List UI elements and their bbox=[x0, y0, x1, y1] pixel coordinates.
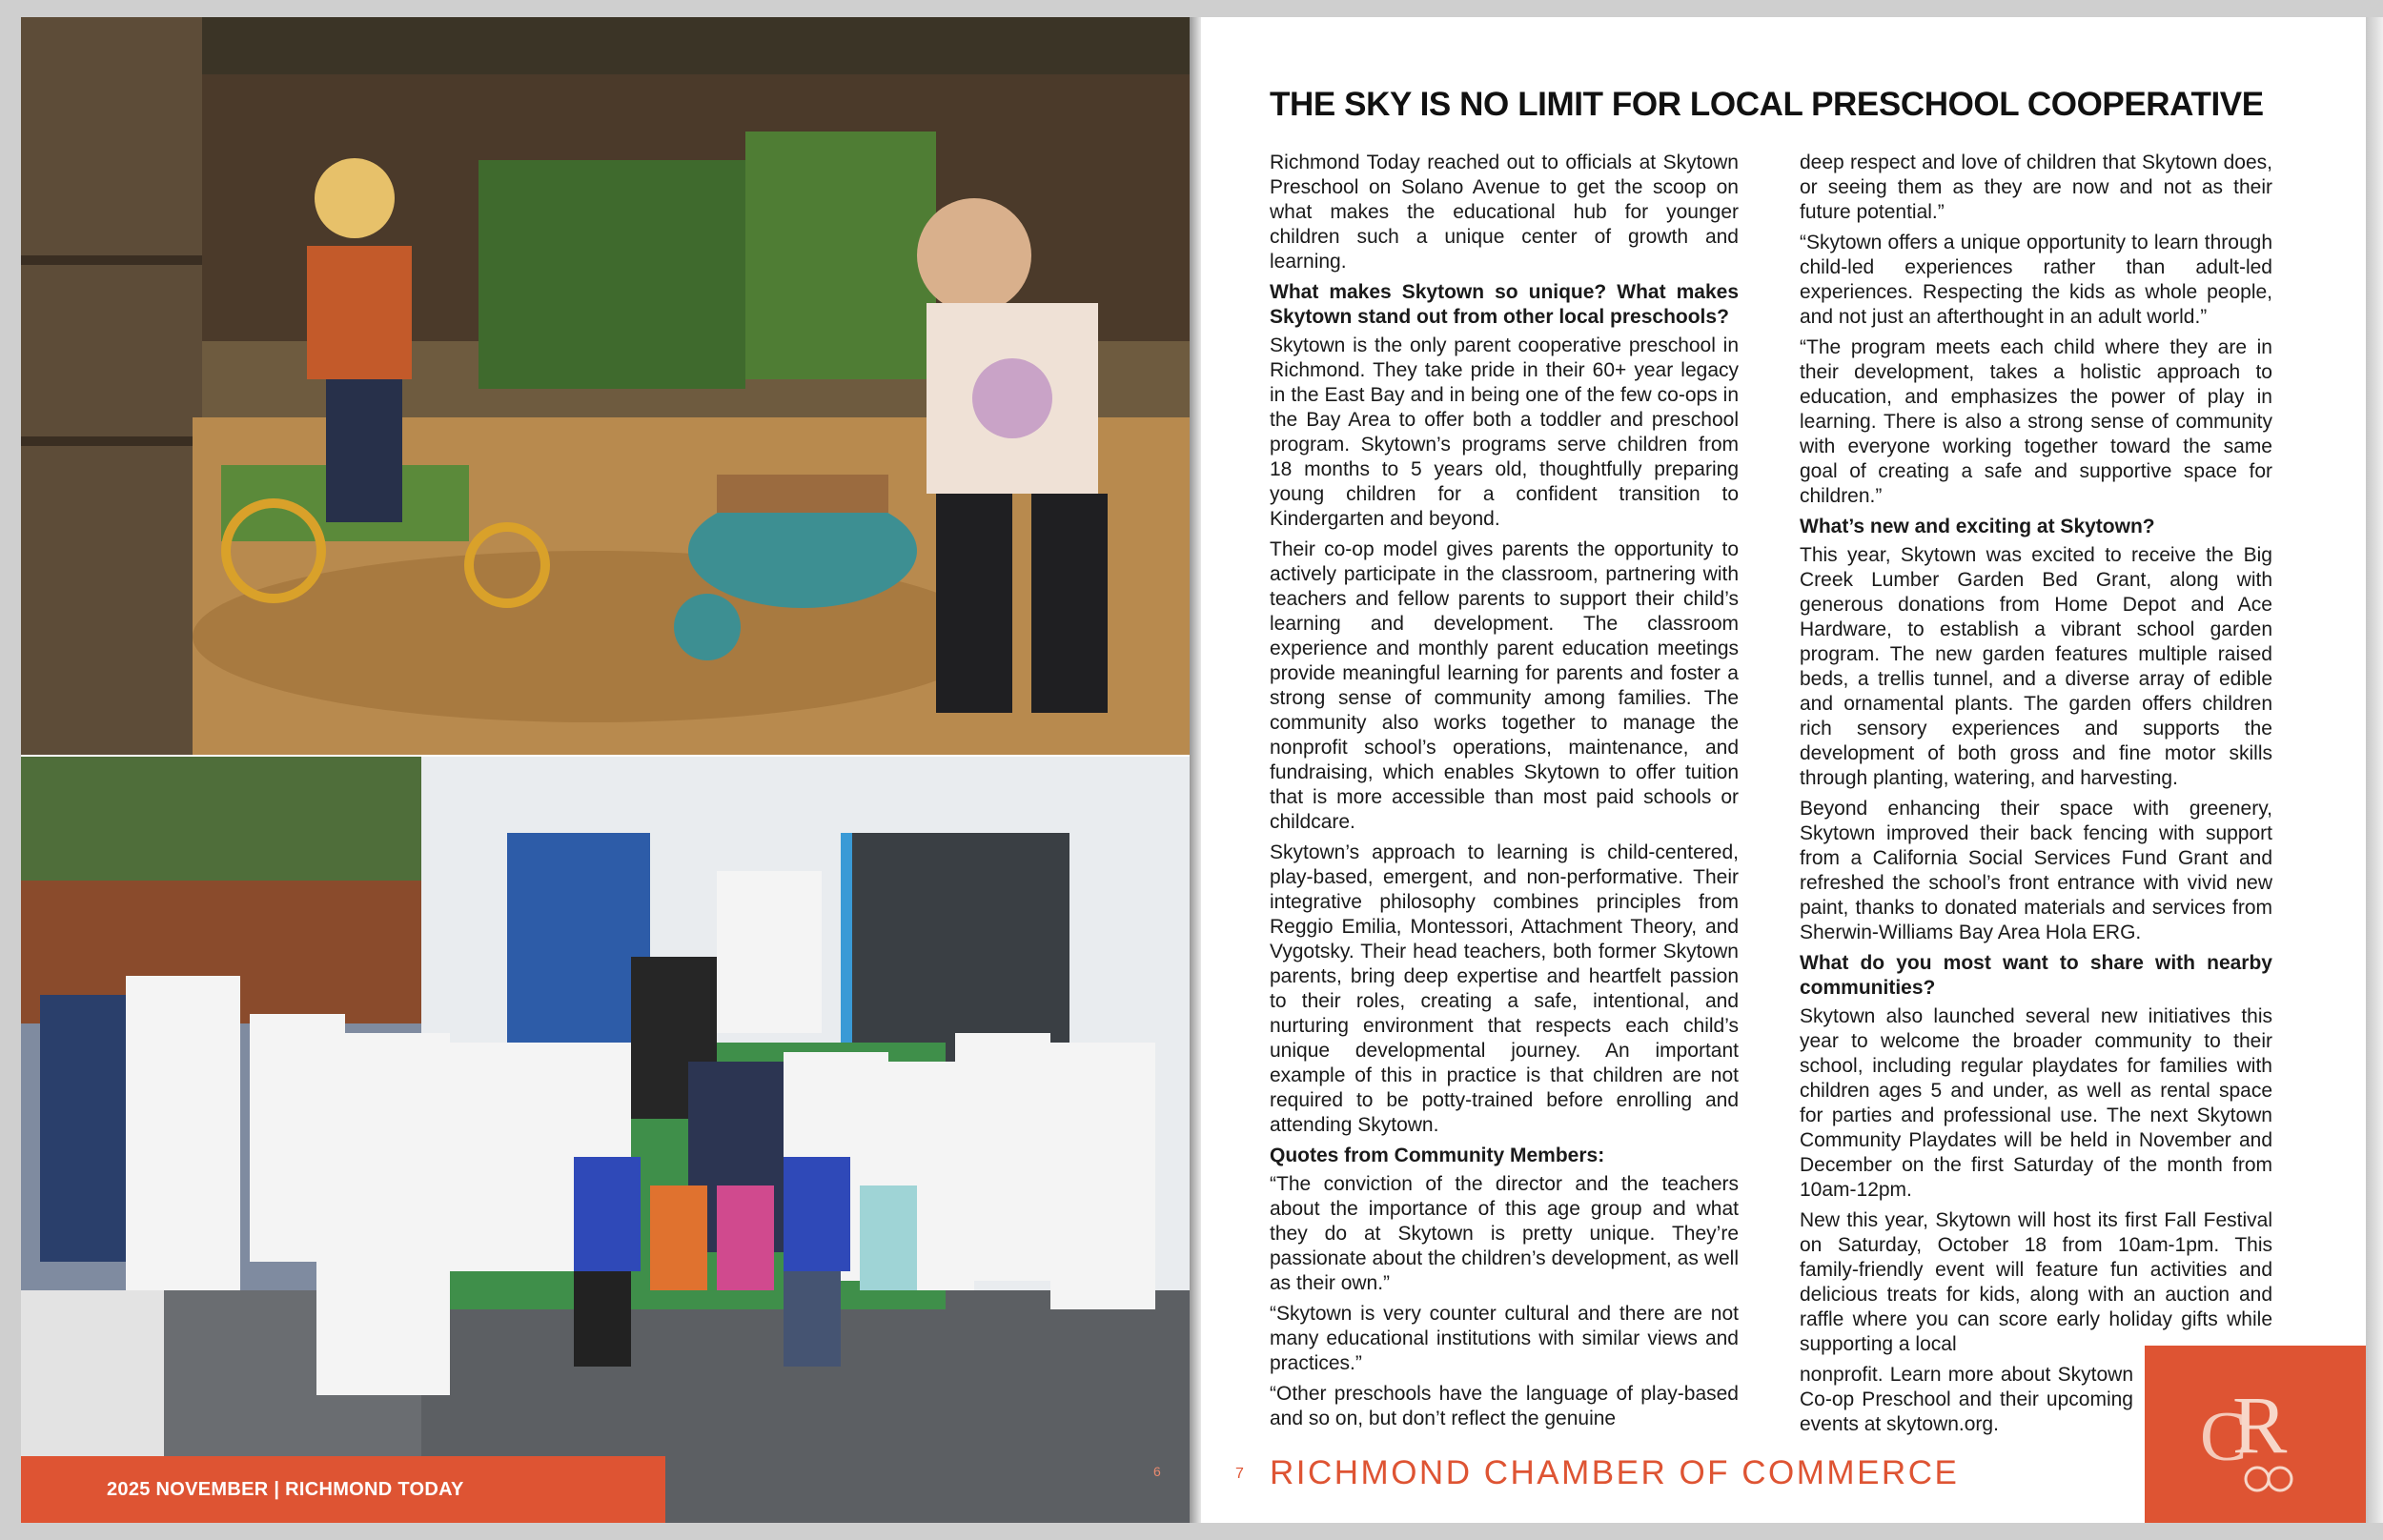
article-paragraph: This year, Skytown was excited to receive the Big Creek Lumber Garden Bed Grant, along with generous donations from Home Depot and Ace Hardware, to establish a vibrant school garden program. The new garden features multiple raised beds, a trellis tunnel, and a diverse array of edible and ornamental plants. The garden offers children rich sensory experiences and supports the development of both gross and fine motor skills through planting, watering, and harvesting. bbox=[1800, 544, 2272, 789]
article-paragraph: “Other preschools have the language of play-based and so on, but don’t reflect the genuine bbox=[1270, 1383, 1739, 1429]
article-paragraph: New this year, Skytown will host its first Fall Festival on Saturday, October 18 from 10am-1pm. This family-friendly event will feature fun activities and delicious treats for kids, along with an auction and raffle where you can score early holiday gifts while supporting a local bbox=[1800, 1209, 2272, 1355]
article-question: What’s new and exciting at Skytown? bbox=[1800, 516, 2155, 537]
logo-letter-r: R bbox=[2232, 1379, 2288, 1470]
article-question: Quotes from Community Members: bbox=[1270, 1145, 1605, 1166]
article-paragraph: Skytown is the only parent cooperative preschool in Richmond. They take pride in their 60+ year legacy in the East Bay and in being one of the few co-ops in the Bay Area to offer both a toddler and preschool program. Skytown’s programs serve children from 18 months to 5 years old, thoughtfully preparing young children for a confident transition to Kindergarten and beyond. bbox=[1270, 334, 1739, 530]
article-paragraph: nonprofit. Learn more about Skytown Co-op Preschool and their upcoming events at skytown.org. bbox=[1800, 1364, 2133, 1435]
article-question: What makes Skytown so unique? What makes Skytown stand out from other local preschools? bbox=[1270, 281, 1739, 328]
chamber-logo bbox=[2145, 1346, 2366, 1523]
article-paragraph: Richmond Today reached out to officials at Skytown Preschool on Solano Avenue to get the scoop on what makes the educational hub for younger children such a unique center of growth and learning. bbox=[1270, 152, 1739, 273]
left-footer-bar bbox=[21, 1456, 665, 1523]
photo-children-garden bbox=[21, 17, 1190, 755]
book-gutter bbox=[1190, 17, 1201, 1523]
page-number-right: 7 bbox=[1235, 1466, 1244, 1482]
article-paragraph: “Skytown is very counter cultural and there are not many educational institutions with similar views and practices.” bbox=[1270, 1303, 1739, 1374]
article-paragraph: “The conviction of the director and the teachers about the importance of this age group and what they do at Skytown is pretty unique. They’re passionate about the children’s development, as well as their own.” bbox=[1270, 1173, 1739, 1294]
photo-volunteers-group bbox=[21, 757, 1190, 1523]
article-headline: THE SKY IS NO LIMIT FOR LOCAL PRESCHOOL COOPERATIVE bbox=[1270, 86, 2264, 123]
article-paragraph: “The program meets each child where they are in their development, takes a holistic approach to education, and emphasizes the power of play in learning. There is also a strong sense of community with everyone working together toward the same goal of creating a safe and supportive space for children.” bbox=[1800, 336, 2272, 507]
article-column-right bbox=[1800, 151, 2272, 1443]
article-question: What do you most want to share with nearby communities? bbox=[1800, 952, 2272, 999]
logo-letter-c: C bbox=[2200, 1398, 2248, 1476]
chamber-name: RICHMOND CHAMBER OF COMMERCE bbox=[1270, 1454, 1960, 1491]
article-paragraph: Skytown also launched several new initiatives this year to welcome the broader community to their school, including regular playdates for families with children ages 5 and under, as well as rental space for parties and professional use. The next Skytown Community Playdates will be held in November and December on the first Saturday of the month from 10am-12pm. bbox=[1800, 1005, 2272, 1201]
article-paragraph: Beyond enhancing their space with greenery, Skytown improved their back fencing with support from a California Social Services Fund Grant and refreshed the school’s front entrance with vivid new paint, thanks to donated materials and services from Sherwin-Williams Bay Area Hola ERG. bbox=[1800, 798, 2272, 943]
page-edge bbox=[2366, 17, 2383, 1523]
article-paragraph: Their co-op model gives parents the opportunity to actively participate in the classroom, partnering with teachers and fellow parents to support their child’s learning and development. The classroom experience and monthly parent education meetings provide meaningful learning for parents and foster a strong sense of community among families. The community also works together to manage the nonprofit school’s operations, maintenance, and fundraising, which enables Skytown to offer tuition that is more accessible than most paid schools or childcare. bbox=[1270, 538, 1739, 833]
article-column-left bbox=[1270, 151, 1739, 1437]
article-paragraph: deep respect and love of children that Skytown does, or seeing them as they are now and not as their future potential.” bbox=[1800, 152, 2272, 223]
issue-label: 2025 NOVEMBER | RICHMOND TODAY bbox=[107, 1479, 464, 1500]
right-page bbox=[1201, 17, 2366, 1523]
left-page bbox=[21, 17, 1190, 1523]
article-paragraph: “Skytown offers a unique opportunity to learn through child-led experiences rather than adult-led experiences. Respecting the kids as whole people, and not just an afterthought in an adult world.” bbox=[1800, 232, 2272, 328]
page-number-left: 6 bbox=[1153, 1464, 1161, 1479]
article-paragraph: Skytown’s approach to learning is child-centered, play-based, emergent, and non-performative. Their integrative philosophy combines principles from Reggio Emilia, Montessori, Attachment Theory, and Vygotsky. Their head teachers, both former Skytown parents, bring deep expertise and heartfelt passion to their roles, creating a safe, intentional, and nurturing environment that respects each child’s unique developmental journey. An important example of this in practice is that children are not required to be potty-trained before enrolling and attending Skytown. bbox=[1270, 841, 1739, 1136]
